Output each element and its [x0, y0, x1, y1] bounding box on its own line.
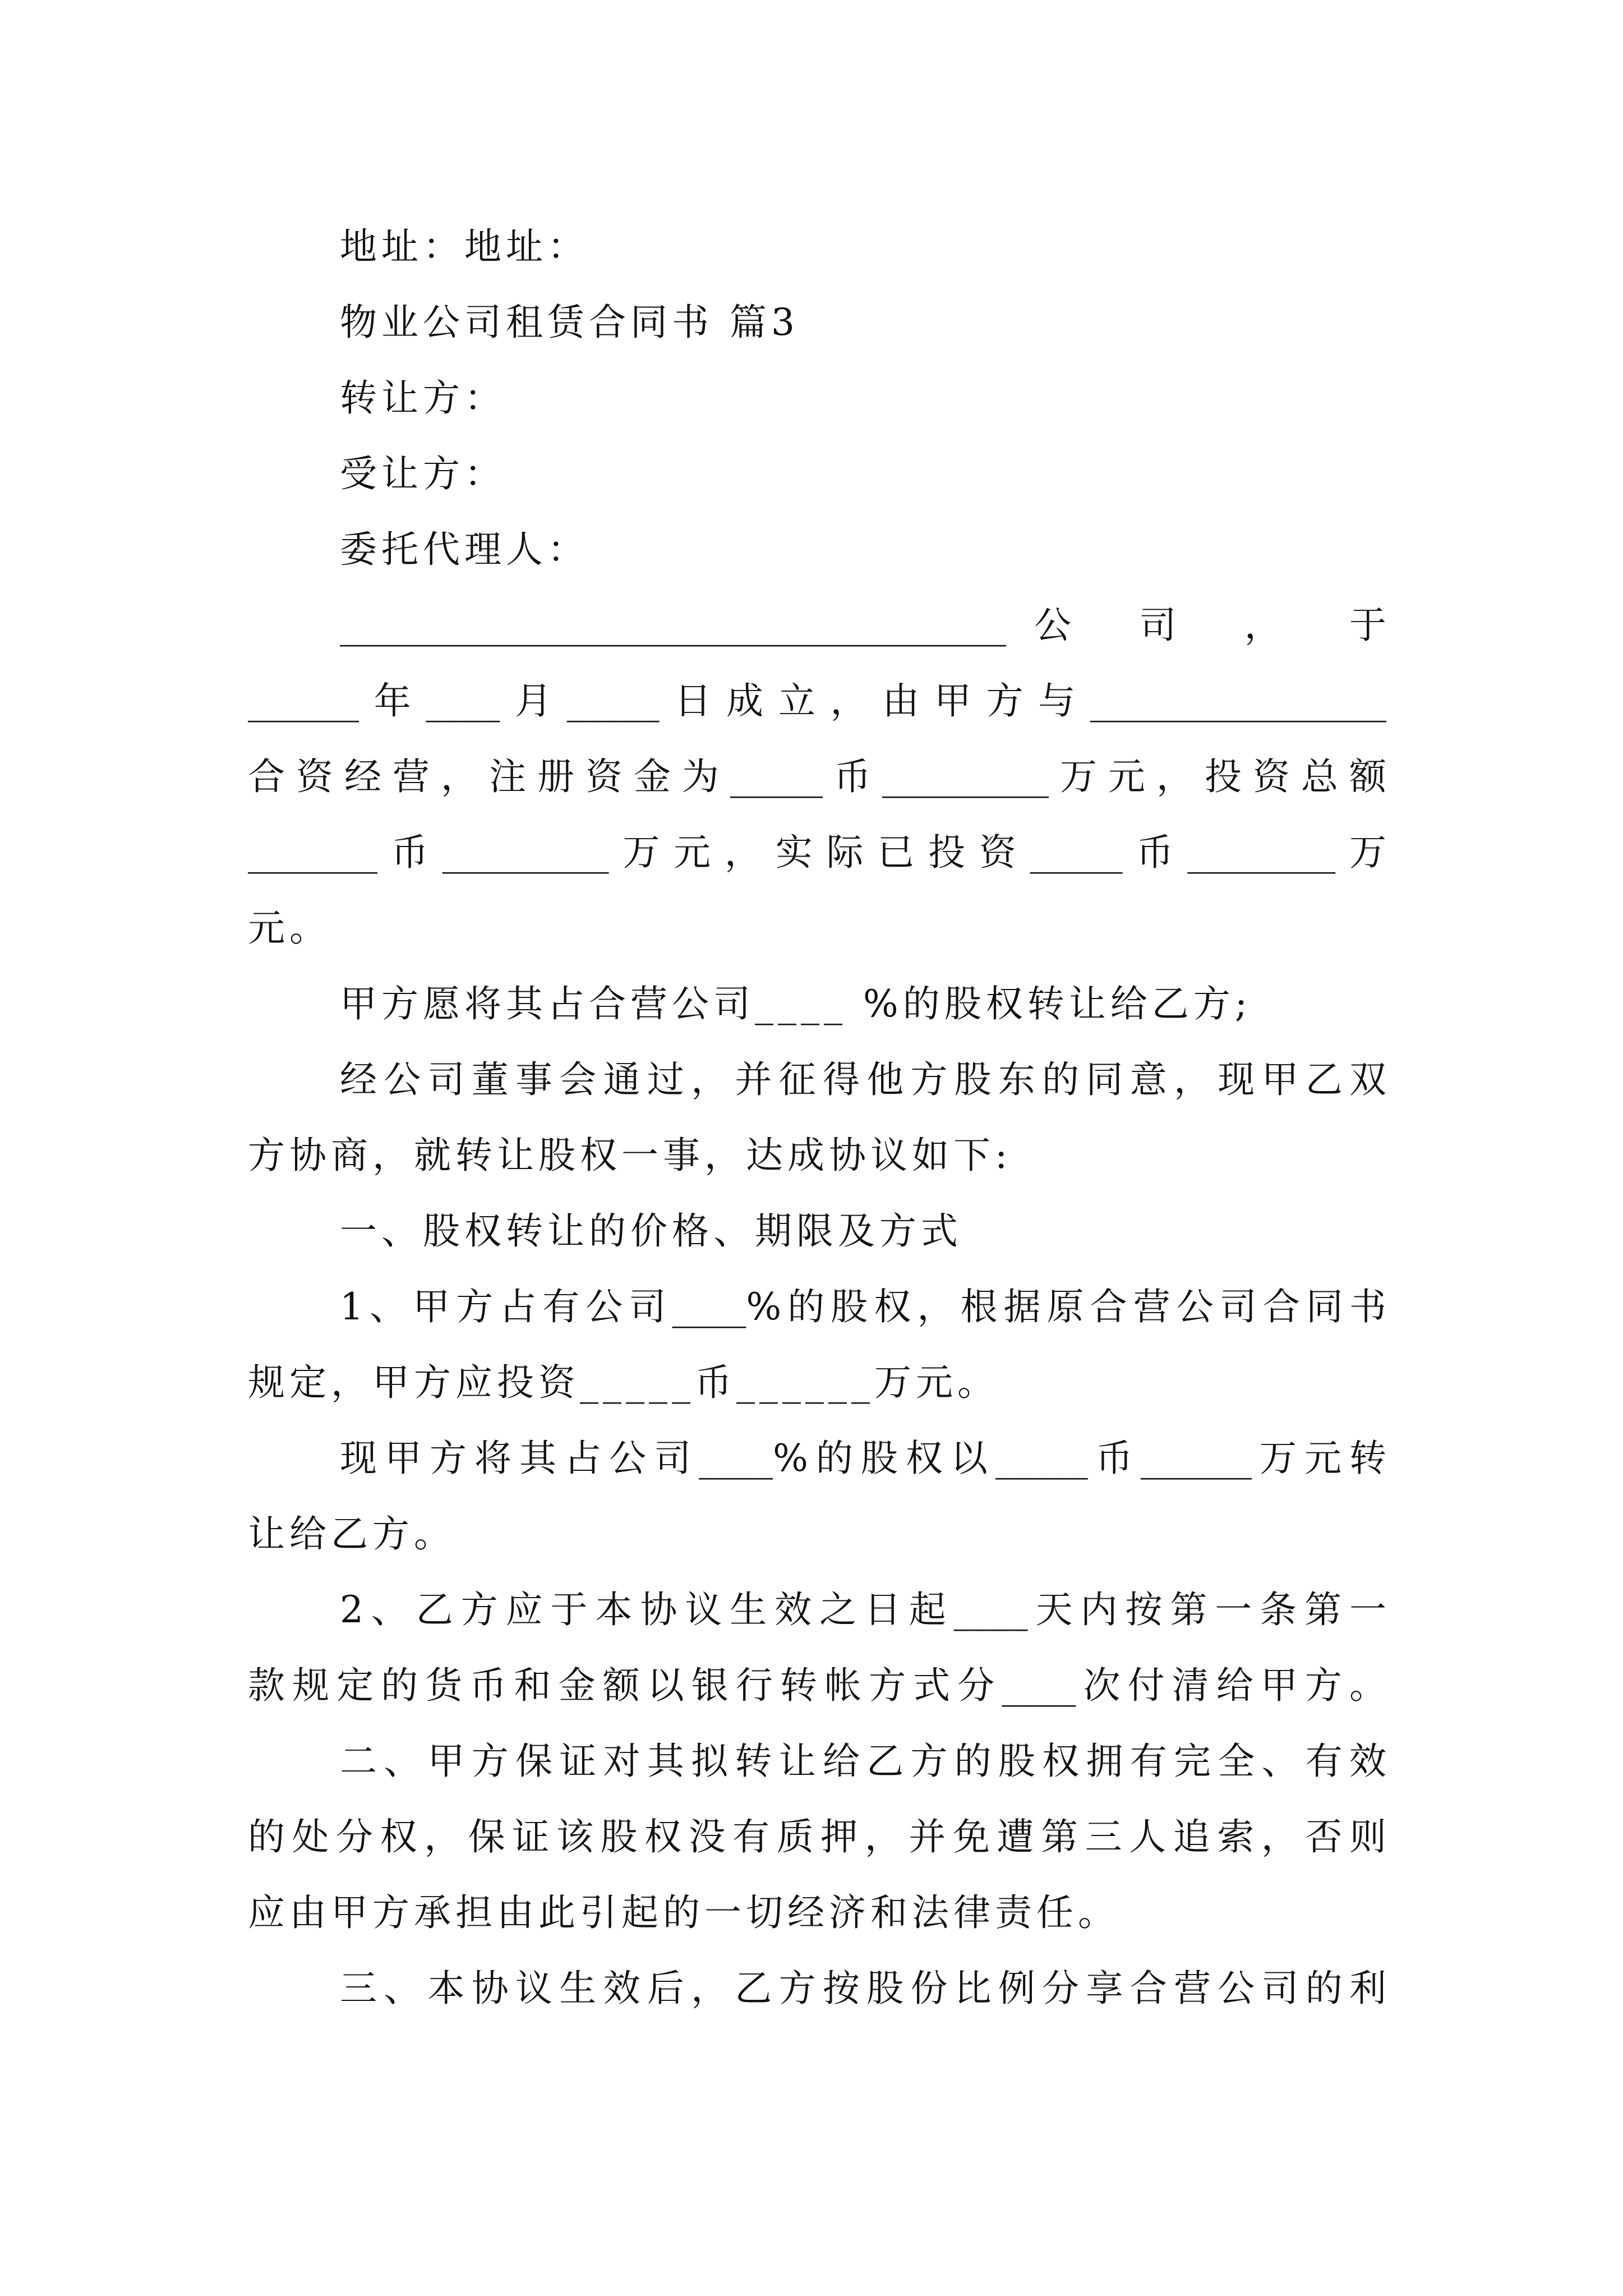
transfer-line-2: 让给乙方。 — [248, 1512, 455, 1556]
clause-1-heading: 一、股权转让的价格、期限及方式 — [340, 1209, 962, 1253]
company-founding-line-1: ____________________________________公 司 ， 于 — [340, 604, 1386, 647]
transfer-line-1: 现甲方将其占公司____%的股权以_____币______万元转 — [340, 1437, 1386, 1480]
company-founding-line-2: ______年____月_____日成立，由甲方与________________ — [248, 679, 1386, 723]
clause-1-item-1-line-2: 规定，甲方应投资_____币______万元。 — [248, 1361, 999, 1404]
clause-2-line-1: 二、甲方保证对其拟转让给乙方的股权拥有完全、有效 — [340, 1740, 1386, 1783]
transferor-line: 转让方： — [340, 376, 506, 420]
agent-line: 委托代理人： — [340, 528, 589, 571]
address-line: 地址：地址： — [340, 225, 589, 268]
equity-intent-line: 甲方愿将其占合营公司____ %的股权转让给乙方; — [340, 982, 1252, 1025]
transferee-line: 受让方： — [340, 452, 506, 495]
section-title: 物业公司租赁合同书 篇3 — [340, 301, 799, 344]
board-approval-line-2: 方协商，就转让股权一事，达成协议如下: — [248, 1134, 1012, 1177]
clause-1-item-1-line-1: 1、甲方占有公司____%的股权，根据原合营公司合同书 — [340, 1285, 1386, 1328]
company-founding-line-5: 元。 — [248, 907, 331, 950]
company-founding-line-3: 合资经营，注册资金为_____币_________万元，投资总额 — [248, 755, 1386, 798]
board-approval-line-1: 经公司董事会通过，并征得他方股东的同意，现甲乙双 — [340, 1058, 1386, 1101]
company-founding-line-4: _______币_________万元，实际已投资_____币________万 — [248, 831, 1386, 874]
clause-3-line-1: 三、本协议生效后，乙方按股份比例分享合营公司的利 — [340, 1967, 1386, 2010]
clause-1-item-2-line-2: 款规定的货币和金额以银行转帐方式分____次付清给甲方。 — [248, 1664, 1386, 1707]
clause-2-line-2: 的处分权，保证该股权没有质押，并免遭第三人追索，否则 — [248, 1815, 1386, 1858]
clause-1-item-2-line-1: 2、乙方应于本协议生效之日起____天内按第一条第一 — [340, 1588, 1386, 1631]
clause-2-line-3: 应由甲方承担由此引起的一切经济和法律责任。 — [248, 1891, 1119, 1934]
